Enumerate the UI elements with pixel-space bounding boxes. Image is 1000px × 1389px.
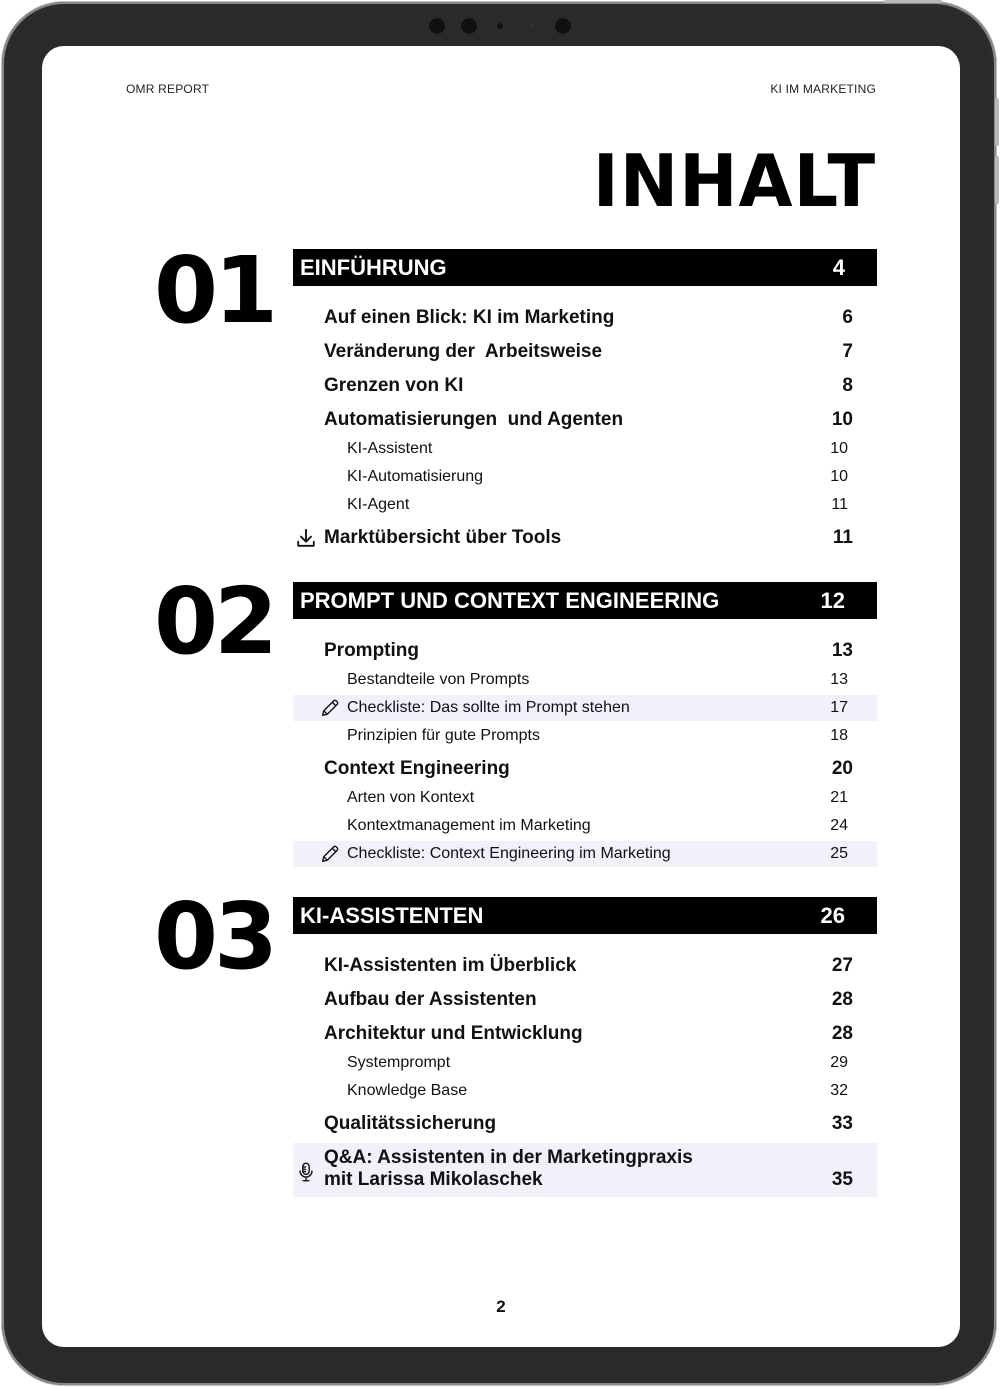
toc-entry-page: 8 [842, 375, 853, 396]
volume-down-button [995, 156, 999, 204]
toc-subentry-label: KI-Agent [347, 496, 410, 513]
section-page: 26 [820, 903, 845, 928]
report-header-right: KI IM MARKETING [770, 82, 876, 96]
toc-entry[interactable] [293, 636, 877, 666]
toc-entry[interactable] [293, 1109, 877, 1139]
toc-subentry[interactable] [293, 492, 877, 518]
section-title: KI-ASSISTENTEN [300, 903, 484, 928]
toc-subentry-label: KI-Assistent [347, 440, 433, 457]
toc-entry[interactable] [293, 337, 877, 367]
toc-entry-page: 10 [831, 409, 853, 430]
section-number: 02 [154, 568, 275, 675]
toc-entry-label: Architektur und Entwicklung [324, 1023, 583, 1044]
toc-entry-label: Marktübersicht über Tools [324, 527, 562, 548]
toc-entry[interactable] [293, 405, 877, 435]
microphone-icon [295, 1161, 317, 1183]
toc-subentry-label: KI-Automatisierung [347, 468, 484, 485]
toc-subentry-page: 29 [830, 1054, 848, 1071]
camera-array [422, 15, 582, 37]
section-page: 12 [820, 588, 845, 613]
section-title: PROMPT UND CONTEXT ENGINEERING [300, 588, 720, 613]
toc-entry[interactable] [293, 985, 877, 1015]
toc-entry-page: 6 [842, 307, 853, 328]
toc-entry-page: 7 [842, 341, 853, 362]
toc-entry-label-line2: mit Larissa Mikolaschek [324, 1169, 543, 1190]
toc-subentry-label: Checkliste: Das sollte im Prompt stehen [347, 699, 630, 716]
toc-subentry[interactable] [293, 785, 877, 811]
document-page [42, 46, 960, 1347]
toc-subentry[interactable] [293, 1050, 877, 1076]
toc-entry-label: Veränderung der Arbeitsweise [324, 341, 603, 362]
toc-entry-label: Auf einen Blick: KI im Marketing [324, 307, 615, 328]
toc-subentry[interactable] [293, 1078, 877, 1104]
report-header-left: OMR REPORT [126, 82, 210, 96]
toc-entry-label: Context Engineering [324, 758, 510, 779]
camera-lens-icon [459, 16, 479, 36]
volume-up-button [995, 98, 999, 146]
toc-subentry-page: 25 [830, 845, 848, 862]
toc-entry-page: 33 [831, 1113, 853, 1134]
toc-entry-page: 28 [831, 989, 853, 1010]
toc-entry-label: KI-Assistenten im Überblick [324, 955, 577, 976]
toc-subentry-label: Checkliste: Context Engineering im Marketing [347, 845, 671, 862]
section-number: 01 [154, 237, 275, 344]
toc-subentry-page: 17 [830, 699, 848, 716]
page-title: INHALT [592, 139, 876, 223]
microphone-hole-icon [530, 24, 534, 28]
toc-subentry-page: 10 [830, 468, 848, 485]
toc-entry-label: Qualitätssicherung [324, 1113, 497, 1134]
section-page: 4 [832, 255, 845, 280]
toc-entry-interview[interactable] [293, 1143, 877, 1197]
toc-subentry[interactable] [293, 464, 877, 490]
toc-subentry-label: Kontextmanagement im Marketing [347, 817, 591, 834]
toc-subentry-label: Prinzipien für gute Prompts [347, 727, 540, 744]
power-button [884, 0, 942, 3]
camera-lens-icon [553, 16, 573, 36]
section-title: EINFÜHRUNG [300, 255, 447, 280]
toc-subentry[interactable] [293, 667, 877, 693]
toc-entry[interactable] [293, 1019, 877, 1049]
section-number: 03 [154, 883, 275, 990]
toc-entry-page: 27 [831, 955, 853, 976]
camera-sensor-icon [495, 21, 505, 31]
toc-subentry[interactable] [293, 436, 877, 462]
toc-entry-label: Grenzen von KI [324, 375, 464, 396]
camera-lens-icon [427, 16, 447, 36]
tablet-frame [2, 2, 996, 1385]
toc-subentry-checklist[interactable] [293, 841, 877, 867]
section-heading[interactable] [293, 897, 877, 934]
toc-entry-page: 11 [832, 527, 853, 548]
pencil-icon [319, 697, 341, 719]
toc-entry[interactable] [293, 754, 877, 784]
toc-entry-label: Automatisierungen und Agenten [324, 409, 624, 430]
toc-entry[interactable] [293, 951, 877, 981]
toc-subentry-label: Knowledge Base [347, 1082, 468, 1099]
toc-subentry-label: Bestandteile von Prompts [347, 671, 530, 688]
toc-subentry-checklist[interactable] [293, 695, 877, 721]
toc-entry-page: 28 [831, 1023, 853, 1044]
section-heading[interactable] [293, 582, 877, 619]
toc-subentry-page: 10 [830, 440, 848, 457]
toc-subentry-page: 11 [831, 496, 848, 513]
toc-entry[interactable] [293, 303, 877, 333]
toc-subentry[interactable] [293, 813, 877, 839]
toc-entry-page: 13 [831, 640, 853, 661]
toc-subentry-page: 21 [830, 789, 848, 806]
toc-entry-download[interactable] [293, 523, 877, 553]
section-heading[interactable] [293, 249, 877, 286]
pencil-icon [319, 843, 341, 865]
toc-subentry-page: 18 [830, 727, 848, 744]
toc-subentry-page: 32 [830, 1082, 848, 1099]
toc-subentry-label: Arten von Kontext [347, 789, 475, 806]
toc-entry-label [324, 1147, 693, 1191]
toc-entry-label: Prompting [324, 640, 419, 661]
page-number: 2 [496, 1297, 506, 1316]
toc-subentry-page: 13 [830, 671, 848, 688]
toc-subentry[interactable] [293, 723, 877, 749]
toc-entry-label-line1: Q&A: Assistenten in der Marketingpraxis [324, 1147, 693, 1168]
toc-subentry-page: 24 [830, 817, 848, 834]
toc-subentry-label: Systemprompt [347, 1054, 451, 1071]
toc-entry-label: Aufbau der Assistenten [324, 989, 537, 1010]
download-icon [295, 527, 317, 549]
toc-entry-page: 20 [831, 758, 853, 779]
toc-entry-page: 35 [831, 1169, 853, 1190]
toc-entry[interactable] [293, 371, 877, 401]
